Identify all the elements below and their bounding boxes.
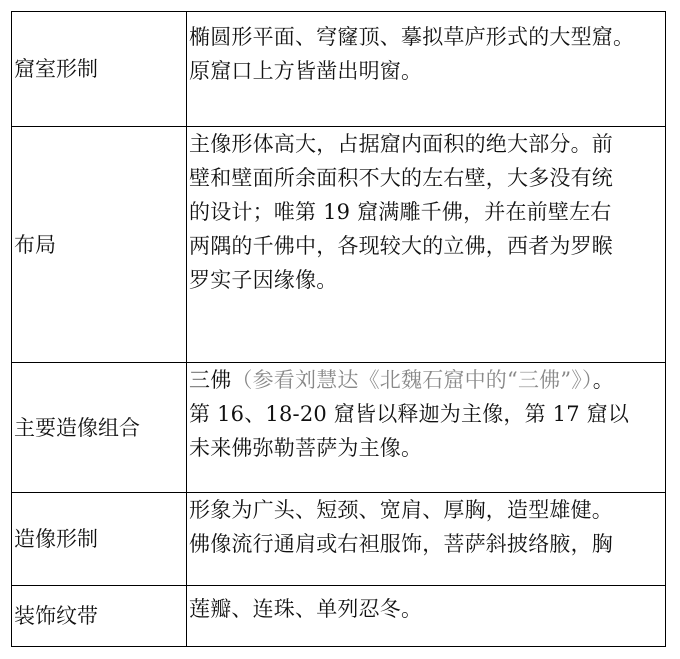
content-punct: 。 (592, 368, 614, 392)
content-line: 未来佛弥勒菩萨为主像。 (189, 436, 423, 460)
row-label: 装饰纹带 (12, 586, 187, 647)
reference-note: （参看刘慧达《北魏石窟中的“三佛”》） (231, 368, 593, 392)
table-row (12, 493, 666, 586)
content-line: 原窟口上方皆凿出明窗。 (189, 59, 423, 83)
content-line: 形象为广头、短颈、宽肩、厚胸，造型雄健。 (189, 498, 613, 522)
cave-attributes-table (11, 11, 666, 647)
content-line: 主像形体高大，占据窟内面积的绝大部分。前 (189, 132, 613, 156)
content-line: 罗实子因缘像。 (189, 268, 338, 292)
content-line: 第 16、18-20 窟皆以释迦为主像，第 17 窟以 (189, 402, 630, 426)
table-row (12, 363, 666, 493)
table-row (12, 12, 666, 127)
content-main-text: 三佛 (189, 368, 232, 392)
row-content (187, 493, 666, 586)
table-row (12, 586, 666, 647)
table-row (12, 127, 666, 363)
content-line (189, 363, 665, 397)
content-line: 的设计；唯第 19 窟满雕千佛，并在前壁左右 (189, 200, 612, 224)
row-content (187, 12, 666, 127)
row-label: 布局 (12, 127, 187, 363)
row-content (187, 127, 666, 363)
row-label: 主要造像组合 (12, 363, 187, 493)
content-line: 椭圆形平面、穹窿顶、摹拟草庐形式的大型窟。 (189, 25, 635, 49)
content-line: 壁和壁面所余面积不大的左右壁，大多没有统 (189, 166, 613, 190)
row-content (187, 586, 666, 647)
row-content (187, 363, 666, 493)
content-line: 两隅的千佛中，各现较大的立佛，西者为罗睺 (189, 234, 613, 258)
row-label: 窟室形制 (12, 12, 187, 127)
content-line: 莲瓣、连珠、单列忍冬。 (189, 597, 423, 621)
row-label: 造像形制 (12, 493, 187, 586)
content-line: 佛像流行通肩或右袒服饰，菩萨斜披络腋，胸 (189, 532, 613, 556)
